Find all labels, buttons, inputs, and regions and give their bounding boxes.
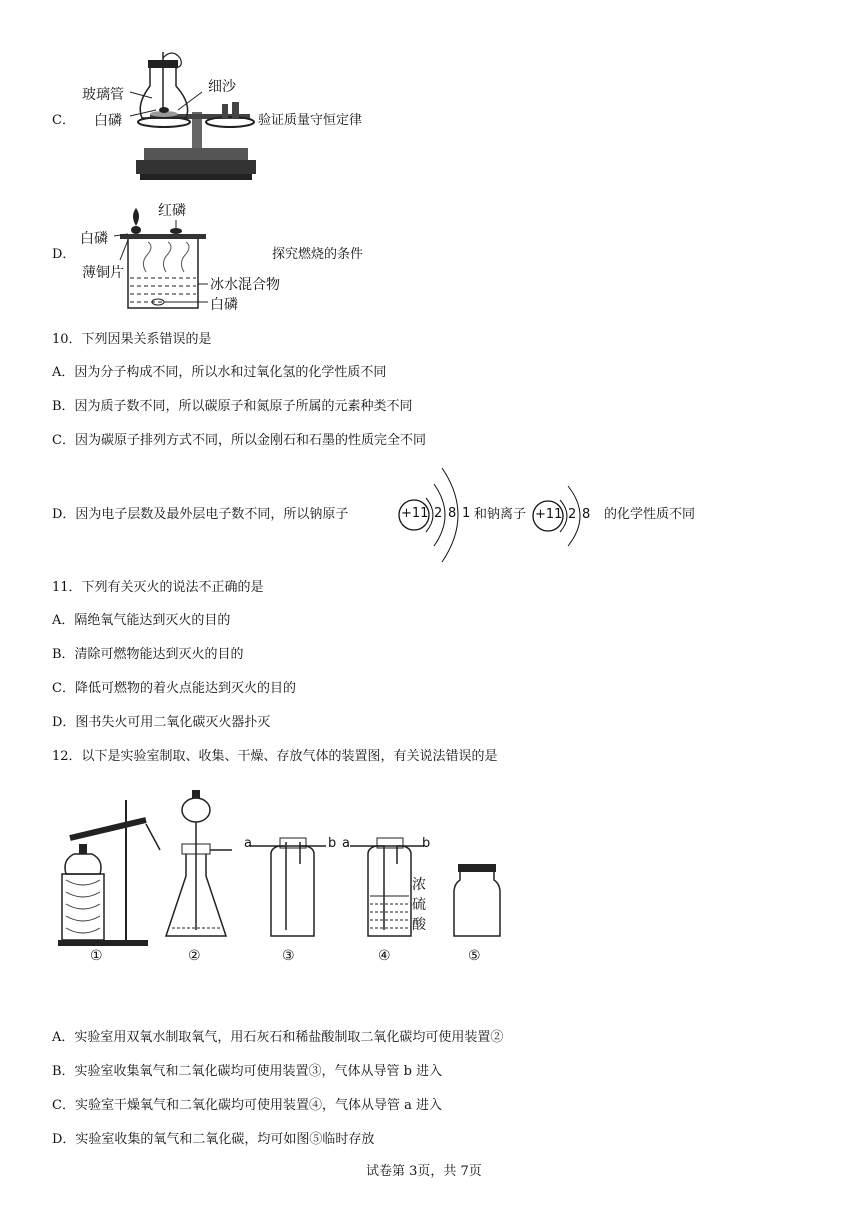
- label-glass-tube: 玻璃管: [82, 87, 124, 103]
- label-ice-water: 冰水混合物: [210, 277, 280, 293]
- combustion-figure: [80, 196, 290, 316]
- acid-label-3: 酸: [412, 917, 426, 933]
- figure-number-4: ④: [378, 948, 391, 964]
- q10-option-b: B．因为质子数不同，所以碳原子和氮原子所属的元素种类不同: [52, 399, 413, 414]
- q12-option-b: B．实验室收集氧气和二氧化碳均可使用装置③，气体从导管 b 进入: [52, 1064, 443, 1079]
- q10-option-d-part2: 和钠离子: [474, 507, 527, 522]
- q11-stem: 11．下列有关灭火的说法不正确的是: [52, 580, 264, 595]
- q10-option-c: C．因为碳原子排列方式不同，所以金刚石和石墨的性质完全不同: [52, 433, 426, 448]
- q12-option-a: A．实验室用双氧水制取氧气，用石灰石和稀盐酸制取二氧化碳均可使用装置②: [52, 1030, 504, 1045]
- atom-nucleus: +11: [401, 506, 429, 521]
- figure-number-2: ②: [188, 948, 201, 964]
- label-white-phosphorus-top: 白磷: [80, 231, 108, 247]
- label-red-phosphorus: 红磷: [158, 203, 186, 219]
- apparatus-figure: [56, 780, 516, 980]
- q10-option-d-part1: D．因为电子层数及最外层电子数不同，所以钠原子: [52, 507, 349, 522]
- page-footer: 试卷第 3页，共 7页: [366, 1164, 482, 1179]
- q10-option-d-part3: 的化学性质不同: [604, 507, 696, 522]
- label-white-phosphorus: 白磷: [94, 113, 122, 129]
- q11-option-d: D．图书失火可用二氧化碳灭火器扑灭: [52, 715, 271, 730]
- label-fine-sand: 细沙: [208, 79, 236, 95]
- ion-nucleus: +11: [535, 507, 563, 522]
- ion-shell-2: 8: [582, 507, 591, 522]
- q10-stem: 10．下列因果关系错误的是: [52, 332, 212, 347]
- q11-option-c: C．降低可燃物的着火点能达到灭火的目的: [52, 681, 296, 696]
- sodium-ion-diagram: [530, 474, 600, 558]
- atom-shell-2: 8: [448, 506, 457, 521]
- option-d-letter: D．: [52, 247, 76, 262]
- tube-label-a-4: a: [342, 836, 350, 851]
- sodium-atom-diagram: [396, 460, 476, 570]
- q11-option-b: B．清除可燃物能达到灭火的目的: [52, 647, 244, 662]
- balance-figure: [80, 52, 280, 187]
- option-d-caption: 探究燃烧的条件: [272, 247, 364, 262]
- tube-label-b-3: b: [328, 836, 337, 851]
- ion-shell-1: 2: [568, 507, 577, 522]
- figure-number-1: ①: [90, 948, 103, 964]
- option-c-letter: C．: [52, 113, 75, 128]
- q10-option-a: A．因为分子构成不同，所以水和过氧化氢的化学性质不同: [52, 365, 387, 380]
- tube-label-b-4: b: [422, 836, 431, 851]
- label-white-phosphorus-bottom: 白磷: [210, 297, 238, 313]
- figure-number-3: ③: [282, 948, 295, 964]
- q12-option-d: D．实验室收集的氧气和二氧化碳，均可如图⑤临时存放: [52, 1132, 375, 1147]
- acid-label-2: 硫: [412, 897, 426, 913]
- q12-option-c: C．实验室干燥氧气和二氧化碳均可使用装置④，气体从导管 a 进入: [52, 1098, 442, 1113]
- acid-label-1: 浓: [412, 877, 426, 893]
- q12-stem: 12．以下是实验室制取、收集、干燥、存放气体的装置图，有关说法错误的是: [52, 749, 498, 764]
- atom-shell-3: 1: [462, 506, 471, 521]
- option-c-caption: 验证质量守恒定律: [258, 113, 363, 128]
- q11-option-a: A．隔绝氧气能达到灭火的目的: [52, 613, 231, 628]
- figure-number-5: ⑤: [468, 948, 481, 964]
- atom-shell-1: 2: [434, 506, 443, 521]
- label-copper-sheet: 薄铜片: [82, 265, 124, 281]
- tube-label-a-3: a: [244, 836, 252, 851]
